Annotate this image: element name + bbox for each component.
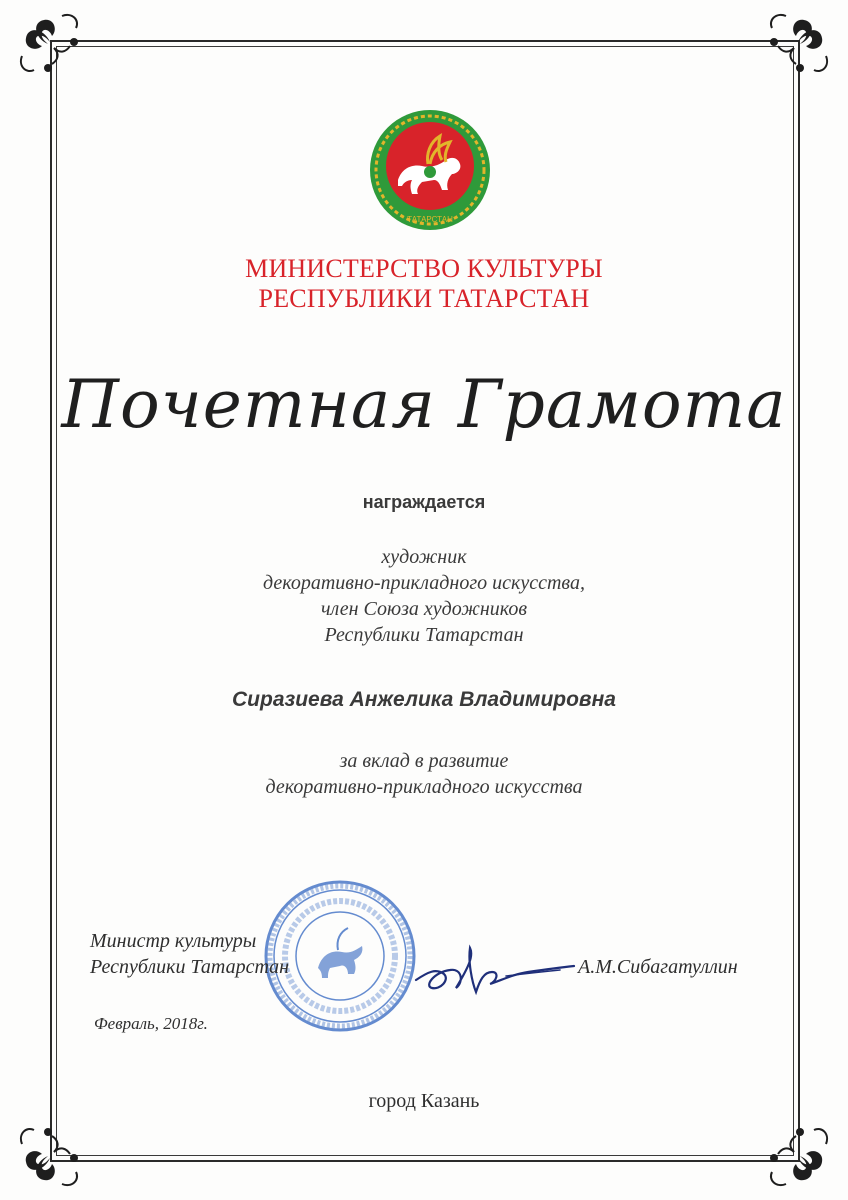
corner-ornament-bottom-right	[750, 1108, 834, 1192]
handwritten-signature	[410, 928, 580, 1008]
description-line: член Союза художников	[320, 598, 528, 620]
signatory-name: А.М.Сибагатуллин	[578, 956, 738, 978]
awarded-label: награждается	[362, 492, 486, 512]
emblem-caption: ТАТАРСТАН	[407, 215, 453, 224]
signatory-title-line2: Республики Татарстан	[90, 956, 290, 978]
corner-ornament-top-right	[750, 8, 834, 92]
issue-city: город Казань	[368, 1090, 480, 1112]
description-line: художник	[381, 546, 467, 568]
recipient-name: Сиразиева Анжелика Владимировна	[232, 688, 616, 711]
ministry-name-line2: РЕСПУБЛИКИ ТАТАРСТАН	[258, 284, 590, 313]
ministry-name-line1: МИНИСТЕРСТВО КУЛЬТУРЫ	[245, 254, 603, 283]
description-line: Республики Татарстан	[324, 624, 524, 646]
reason-line: декоративно-прикладного искусства	[265, 776, 583, 798]
reason-line: за вклад в развитие	[339, 750, 509, 772]
certificate-title: Почетная Грамота	[61, 366, 787, 443]
corner-ornament-top-left	[14, 8, 98, 92]
corner-ornament-bottom-left	[14, 1108, 98, 1192]
issue-date: Февраль, 2018г.	[94, 1014, 208, 1033]
tatarstan-emblem-icon	[368, 108, 492, 232]
description-line: декоративно-прикладного искусства,	[263, 572, 585, 594]
signatory-title-line1: Министр культуры	[90, 930, 257, 952]
